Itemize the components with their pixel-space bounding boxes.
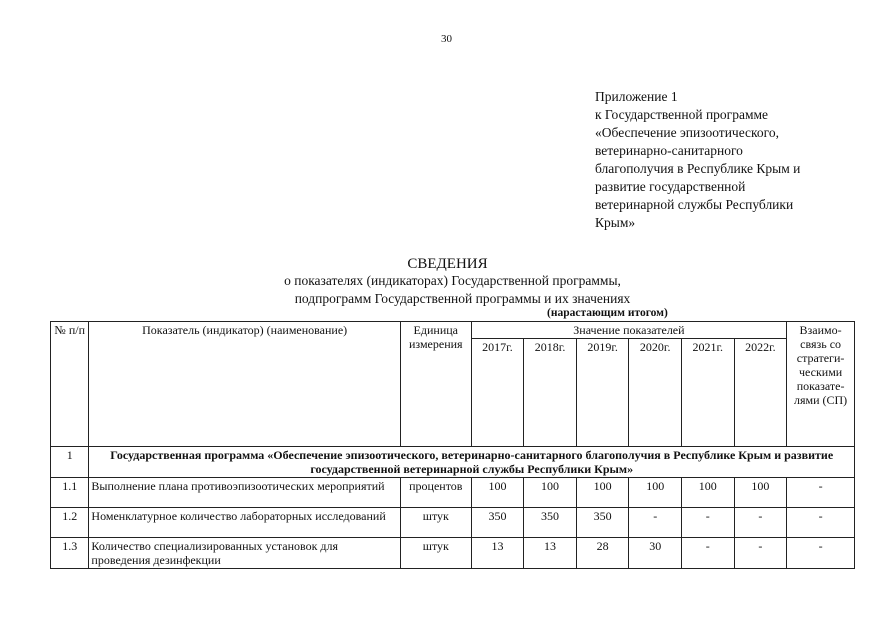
table-row [51,478,855,508]
row-value: - [734,508,787,538]
header-year: 2020г. [629,339,682,447]
table-row [51,508,855,538]
row-num: 1.1 [51,478,89,508]
appendix-line: Приложение 1 [595,89,678,104]
row-value: - [681,508,734,538]
row-value: 100 [471,478,524,508]
row-unit: штук [400,538,471,569]
row-value: 100 [576,478,629,508]
row-value: 13 [524,538,577,569]
row-num: 1.2 [51,508,89,538]
appendix-line: ветеринарно-санитарного [595,143,743,158]
header-link: Взаимо-связь со стратеги-ческими показате-лями (СП) [787,322,855,447]
document-subtitle-line1: о показателях (индикаторах) Государственной программы, [284,273,621,288]
cumulative-note: (нарастающим итогом) [547,307,668,319]
document-subtitle-line2: подпрограмм Государственной программы и их значениях [294,291,631,306]
row-value: - [681,538,734,569]
row-link: - [787,478,855,508]
row-link: - [787,538,855,569]
appendix-note [595,88,885,232]
row-value: 100 [629,478,682,508]
row-value: - [734,538,787,569]
header-year: 2018г. [524,339,577,447]
section-num: 1 [51,447,89,478]
row-unit: процентов [400,478,471,508]
row-name: Номенклатурное количество лабораторных исследований [89,508,400,538]
row-name: Количество специализированных установок для проведения дезинфекции [89,538,400,569]
indicators-table [50,321,855,569]
appendix-line: развитие государственной [595,179,746,194]
page-number: 30 [441,33,452,45]
row-value: 13 [471,538,524,569]
header-year: 2021г. [681,339,734,447]
appendix-line: «Обеспечение эпизоотического, [595,125,779,140]
row-value: 100 [734,478,787,508]
row-value: 100 [681,478,734,508]
header-indicator: Показатель (индикатор) (наименование) [89,322,400,447]
header-year: 2022г. [734,339,787,447]
appendix-line: Крым» [595,215,636,230]
row-value: - [629,508,682,538]
section-title: Государственная программа «Обеспечение эпизоотического, ветеринарно-санитарного благополучия в Республике Крым и развитие государственной ветеринарной службы Республики Крым» [89,447,855,478]
appendix-line: к Государственной программе [595,107,769,122]
appendix-line: ветеринарной службы Республики [595,197,794,212]
row-value: 100 [524,478,577,508]
header-year: 2017г. [471,339,524,447]
header-num: № п/п [51,322,89,447]
row-value: 30 [629,538,682,569]
row-unit: штук [400,508,471,538]
row-value: 350 [524,508,577,538]
header-unit: Единица измерения [400,322,471,447]
row-name: Выполнение плана противоэпизоотических мероприятий [89,478,400,508]
document-heading: СВЕДЕНИЯ [407,256,488,272]
row-value: 28 [576,538,629,569]
row-link: - [787,508,855,538]
row-value: 350 [576,508,629,538]
row-num: 1.3 [51,538,89,569]
header-values-group: Значение показателей [471,322,787,339]
table-row [51,538,855,569]
row-value: 350 [471,508,524,538]
header-year: 2019г. [576,339,629,447]
appendix-line: благополучия в Республике Крым и [595,161,801,176]
